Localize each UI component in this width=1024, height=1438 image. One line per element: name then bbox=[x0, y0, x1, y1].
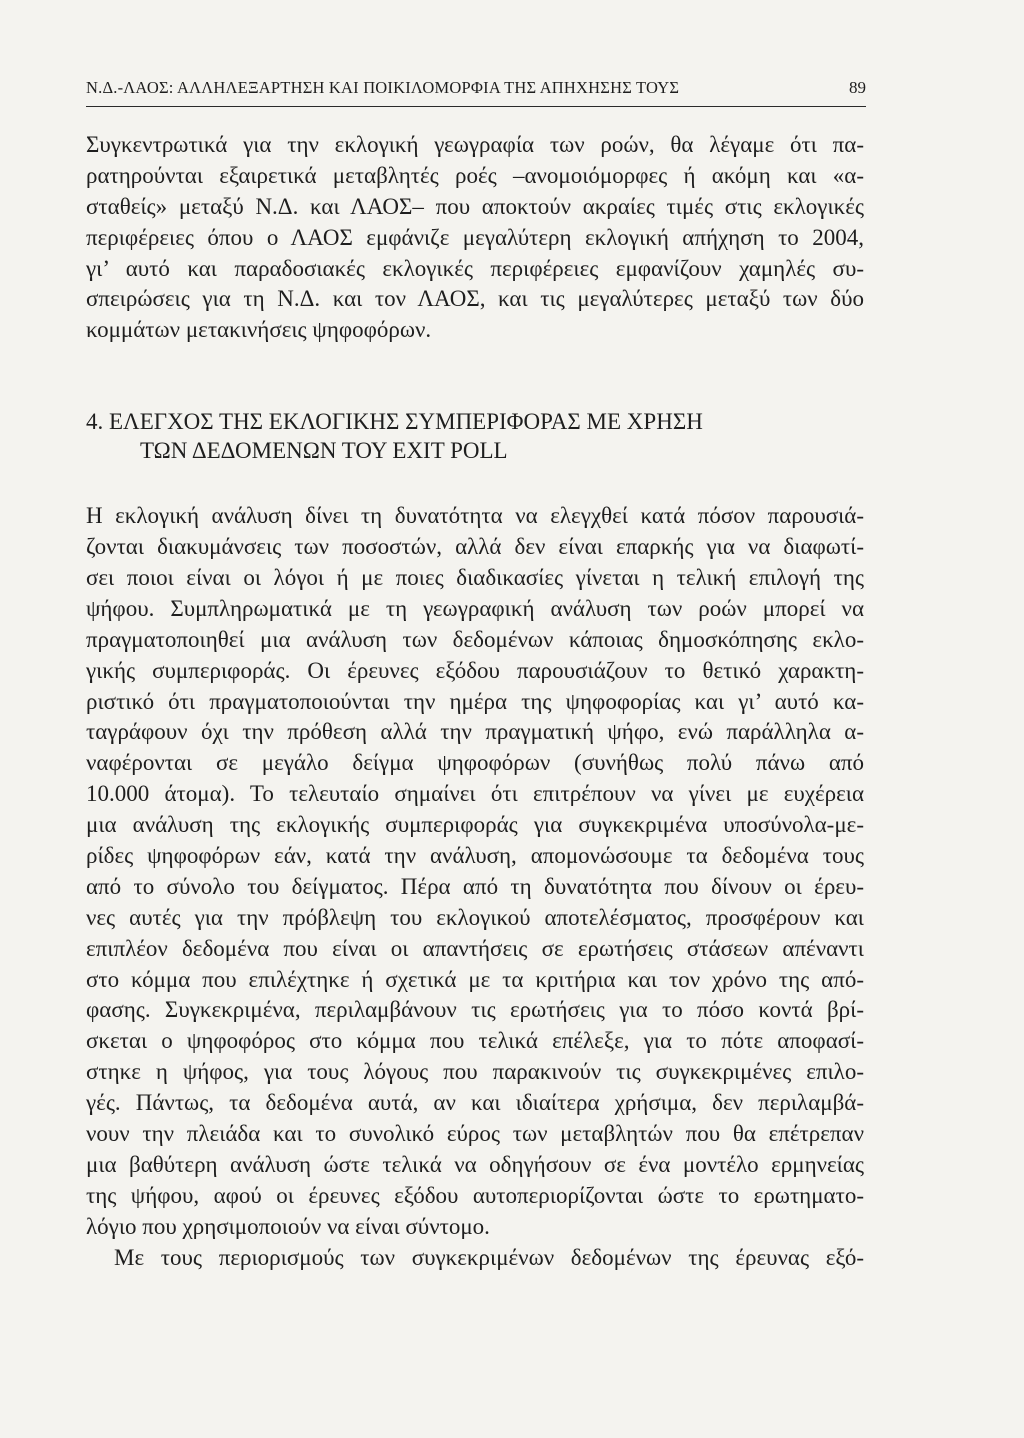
main-paragraph bbox=[86, 501, 864, 1242]
paragraph-line: ριστικό ότι πραγματοποιούνται την ημέρα της ψηφοφορίας και γι’ αυτό κα- bbox=[86, 688, 864, 714]
paragraph-line: μια ανάλυση της εκλογικής συμπεριφοράς για συγκεκριμένα υποσύνολα-με- bbox=[86, 812, 864, 838]
paragraph-line: γι’ αυτό και παραδοσιακές εκλογικές περιφέρειες εμφανίζουν χαμηλές συ- bbox=[86, 255, 864, 281]
paragraph-line: 10.000 άτομα). Το τελευταίο σημαίνει ότι επιτρέπουν να γίνει με ευχέρεια bbox=[86, 781, 864, 807]
intro-paragraph bbox=[86, 130, 864, 346]
paragraph-line: κομμάτων μετακινήσεις ψηφοφόρων. bbox=[86, 317, 432, 343]
paragraph-line: ταγράφουν όχι την πρόθεση αλλά την πραγματική ψήφο, ενώ παράλληλα α- bbox=[86, 719, 864, 745]
paragraph-line: ναφέρονται σε μεγάλο δείγμα ψηφοφόρων (συνήθως πολύ πάνω από bbox=[86, 750, 864, 776]
section-heading bbox=[86, 407, 864, 465]
paragraph-line: σπειρώσεις για τη Ν.Δ. και τον ΛΑΟΣ, και τις μεγαλύτερες μεταξύ των δύο bbox=[86, 286, 864, 312]
paragraph-line: σκεται ο ψηφοφόρος στο κόμμα που τελικά επέλεξε, για το πότε αποφασί- bbox=[86, 1028, 864, 1054]
paragraph-line: επιπλέον δεδομένα που είναι οι απαντήσεις σε ερωτήσεις στάσεων απέναντι bbox=[86, 935, 864, 961]
paragraph-line: της ψήφου, αφού οι έρευνες εξόδου αυτοπεριορίζονται ώστε το ερωτηματο- bbox=[86, 1182, 864, 1208]
paragraph-line: ψήφου. Συμπληρωματικά με τη γεωγραφική ανάλυση των ροών μπορεί να bbox=[86, 595, 864, 621]
paragraph-line: γές. Πάντως, τα δεδομένα αυτά, αν και ιδιαίτερα χρήσιμα, δεν περιλαμβά- bbox=[86, 1090, 864, 1116]
paragraph-line: από το σύνολο του δείγματος. Πέρα από τη δυνατότητα που δίνουν οι έρευ- bbox=[86, 873, 864, 899]
paragraph-line: ρίδες ψηφοφόρων εάν, κατά την ανάλυση, απομονώσουμε τα δεδομένα τους bbox=[86, 843, 864, 869]
paragraph-line: νουν την πλειάδα και το συνολικό εύρος των μεταβλητών που θα επέτρεπαν bbox=[86, 1121, 864, 1147]
paragraph-line: σταθείς» μεταξύ Ν.Δ. και ΛΑΟΣ– που αποκτούν ακραίες τιμές στις εκλογικές bbox=[86, 193, 864, 219]
paragraph-line: φασης. Συγκεκριμένα, περιλαμβάνουν τις ερωτήσεις για το πόσο κοντά βρί- bbox=[86, 997, 864, 1023]
running-title: Ν.Δ.-ΛΑΟΣ: ΑΛΛΗΛΕΞΑΡΤΗΣΗ ΚΑΙ ΠΟΙΚΙΛΟΜΟΡΦΙΑ ΤΗΣ ΑΠΗΧΗΣΗΣ ΤΟΥΣ bbox=[86, 78, 680, 97]
paragraph-line: ζονται διακυμάνσεις των ποσοστών, αλλά δεν είναι επαρκής για να διαφωτί- bbox=[86, 534, 864, 560]
paragraph-line: νες αυτές για την πρόβλεψη του εκλογικού αποτελέσματος, προσφέρουν και bbox=[86, 904, 864, 930]
paragraph-line: σει ποιοι είναι οι λόγοι ή με ποιες διαδικασίες γίνεται η τελική επιλογή της bbox=[86, 565, 864, 591]
paragraph-line: μια βαθύτερη ανάλυση ώστε τελικά να οδηγήσουν σε ένα μοντέλο ερμηνείας bbox=[86, 1151, 864, 1177]
body-text bbox=[86, 130, 864, 1274]
paragraph-line: στηκε η ψήφος, για τους λόγους που παρακινούν τις συγκεκριμένες επιλο- bbox=[86, 1059, 864, 1085]
paragraph-line: ρατηρούνται εξαιρετικά μεταβλητές ροές –ανομοιόμορφες ή ακόμη και «α- bbox=[86, 162, 864, 188]
paragraph-line: στο κόμμα που επιλέχτηκε ή σχετικά με τα κριτήρια και τον χρόνο της από- bbox=[86, 966, 864, 992]
page-number: 89 bbox=[849, 78, 866, 97]
paragraph-line: Η εκλογική ανάλυση δίνει τη δυνατότητα να ελεγχθεί κατά πόσον παρουσιά- bbox=[86, 503, 864, 529]
running-header bbox=[86, 78, 866, 107]
section-heading-line: ΤΩΝ ΔΕΔΟΜΕΝΩΝ ΤΟΥ EXIT POLL bbox=[140, 438, 508, 464]
paragraph-line: Συγκεντρωτικά για την εκλογική γεωγραφία των ροών, θα λέγαμε ότι πα- bbox=[86, 132, 864, 157]
section-heading-line: 4. ΕΛΕΓΧΟΣ ΤΗΣ ΕΚΛΟΓΙΚΗΣ ΣΥΜΠΕΡΙΦΟΡΑΣ ΜΕ ΧΡΗΣΗ bbox=[86, 409, 703, 435]
paragraph-line: γικής συμπεριφοράς. Οι έρευνες εξόδου παρουσιάζουν το θετικό χαρακτη- bbox=[86, 657, 864, 683]
paragraph-line: Με τους περιορισμούς των συγκεκριμένων δεδομένων της έρευνας εξό- bbox=[114, 1244, 864, 1270]
closing-paragraph bbox=[86, 1243, 864, 1274]
paragraph-line: περιφέρειες όπου ο ΛΑΟΣ εμφάνιζε μεγαλύτερη εκλογική απήχηση το 2004, bbox=[86, 224, 864, 250]
paragraph-line: πραγματοποιηθεί μια ανάλυση των δεδομένων κάποιας δημοσκόπησης εκλο- bbox=[86, 626, 864, 652]
paragraph-line: λόγιο που χρησιμοποιούν να είναι σύντομο. bbox=[86, 1213, 490, 1239]
